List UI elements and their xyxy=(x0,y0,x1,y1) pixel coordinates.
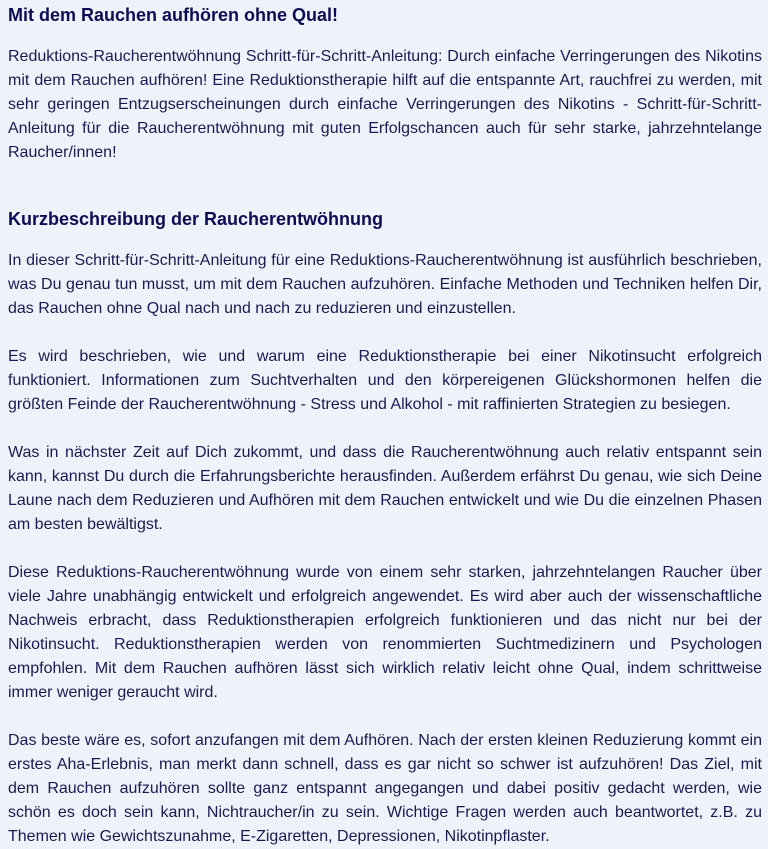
paragraph: Was in nächster Zeit auf Dich zukommt, und dass die Raucherentwöhnung auch relativ entspannt sein kann, kannst Du durch die Erfahrungsberichte herausfinden. Außerdem erfährst Du genau, wie sich Deine Laune nach dem Reduzieren und Aufhören mit dem Rauchen entwickelt und wie Du die einzelnen Phasen am besten bewältigst. xyxy=(8,444,762,533)
intro-paragraph: Reduktions-Raucherentwöhnung Schritt-für-Schritt-Anleitung: Durch einfache Verringerungen des Nikotins mit dem Rauchen aufhören! Eine Reduktionstherapie hilft auf die entspannte Art, rauchfrei zu werden, mit sehr geringen Entzugserscheinungen durch einfache Verringerungen des Nikotins - Schritt-für-Schritt-Anleitung für die Raucherentwöhnung mit guten Erfolgschancen auch für sehr starke, jahrzehntelange Raucher/innen! xyxy=(8,48,762,161)
paragraph: Es wird beschrieben, wie und warum eine Reduktionstherapie bei einer Nikotinsucht erfolgreich funktioniert. Informationen zum Suchtverhalten und den körpereigenen Glückshormonen helfen die größten Feinde der Raucherentwöhnung - Stress und Alkohol - mit raffinierten Strategien zu besiegen. xyxy=(8,348,762,413)
page-title: Mit dem Rauchen aufhören ohne Qual! xyxy=(8,5,339,25)
section-title: Kurzbeschreibung der Raucherentwöhnung xyxy=(8,209,384,229)
paragraph: In dieser Schritt-für-Schritt-Anleitung für eine Reduktions-Raucherentwöhnung ist ausführlich beschrieben, was Du genau tun musst, um mit dem Rauchen aufzuhören. Einfache Methoden und Techniken helfen Dir, das Rauchen ohne Qual nach und nach zu reduzieren und einzustellen. xyxy=(8,252,762,317)
section-spacer xyxy=(8,189,762,207)
paragraph: Diese Reduktions-Raucherentwöhnung wurde von einem sehr starken, jahrzehntelangen Raucher über viele Jahre unabhängig entwickelt und erfolgreich angewendet. Es wird aber auch der wissenschaftliche Nachweis erbracht, dass Reduktionstherapien erfolgreich funktionieren und das nicht nur bei der Nikotinsucht. Reduktionstherapien werden von renommierten Suchtmedizinern und Psychologen empfohlen. Mit dem Rauchen aufhören lässt sich wirklich relativ leicht ohne Qual, indem schrittweise immer weniger geraucht wird. xyxy=(8,564,762,701)
paragraph: Das beste wäre es, sofort anzufangen mit dem Aufhören. Nach der ersten kleinen Reduzierung kommt ein erstes Aha-Erlebnis, man merkt dann schnell, dass es gar nicht so schwer ist aufzuhören! Das Ziel, mit dem Rauchen aufzuhören sollte ganz entspannt angegangen und dabei positiv gedacht werden, wie schön es doch sein kann, Nichtraucher/in zu sein. Wichtige Fragen werden auch beantwortet, z.B. zu Themen wie Gewichtszunahme, E-Zigaretten, Depressionen, Nikotinpflaster. xyxy=(8,732,762,845)
